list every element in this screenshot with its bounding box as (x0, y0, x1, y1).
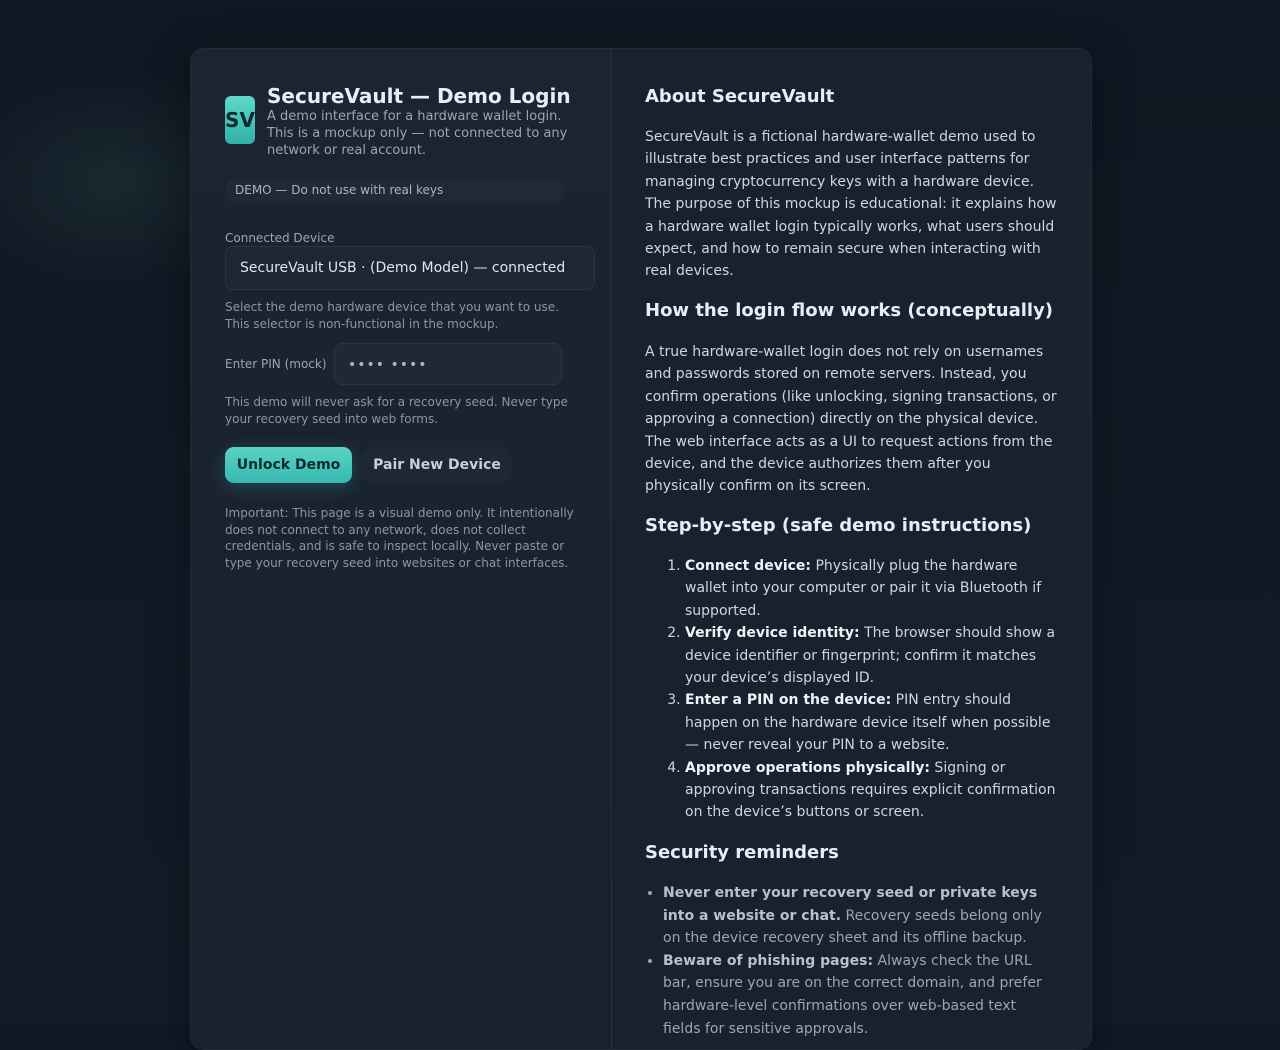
login-panel (191, 49, 612, 1049)
security-heading: Security reminders (645, 842, 839, 863)
info-panel (612, 49, 1091, 1049)
step-title: Enter a PIN on the device: (685, 692, 892, 709)
step-text: Signing or approving transactions requires explicit confirmation on the device’s buttons or screen. (685, 759, 1056, 821)
device-label: Connected Device (225, 231, 335, 245)
reminder-text: Always check the URL bar, ensure you are on the correct domain, and prefer hardware-level confirmations over web-based text fields for sensitive approvals. (663, 952, 1042, 1037)
demo-warning-badge: DEMO — Do not use with real keys (225, 177, 565, 203)
list-item (663, 882, 1057, 950)
about-text: SecureVault is a fictional hardware-wallet demo used to illustrate best practices and user interface patterns for managing cryptocurrency keys with a hardware device. The purpose of this mockup is educational: it explains how a hardware wallet login typically works, what users should expect, and how to remain secure when interacting with real devices. (645, 129, 1057, 280)
reminder-title: Beware of phishing pages: (663, 952, 874, 969)
important-notice: Important: This page is a visual demo only. It intentionally does not connect to any network, does not collect credentials, and is safe to inspect locally. Never paste or type your recovery seed into websites or chat interfaces. (225, 506, 574, 570)
list-item (685, 555, 1057, 622)
flow-text: A true hardware-wallet login does not rely on usernames and passwords stored on remote servers. Instead, you confirm operations (like unlocking, signing transactions, or approving a connection) directly on the physical device. The web interface acts as a UI to request actions from the device, and the device authorizes them after you physically confirm on its screen. (645, 344, 1057, 495)
reminder-title: Never enter your recovery seed or private keys into a website or chat. (663, 885, 1038, 924)
step-title: Verify device identity: (685, 625, 860, 642)
pair-new-device-button[interactable]: Pair New Device (363, 447, 511, 483)
device-help-text: Select the demo hardware device that you want to use. This selector is non-functional in the mockup. (225, 300, 560, 331)
device-select[interactable]: SecureVault USB · (Demo Model) — connected (225, 246, 595, 290)
list-item (685, 689, 1057, 756)
flow-heading: How the login flow works (conceptually) (645, 300, 1054, 321)
login-card (190, 48, 1092, 1050)
unlock-demo-button[interactable]: Unlock Demo (225, 447, 352, 483)
pin-input[interactable]: •••• •••• (334, 343, 562, 385)
step-title: Approve operations physically: (685, 759, 930, 776)
security-list (645, 882, 1057, 1040)
page-subtitle: A demo interface for a hardware wallet login. This is a mockup only — not connected to any network or real account. (267, 109, 568, 158)
step-text: PIN entry should happen on the hardware device itself when possible — never reveal your PIN to a website. (685, 692, 1051, 754)
list-item (685, 757, 1057, 824)
step-text: Physically plug the hardware wallet into your computer or pair it via Bluetooth if supported. (685, 558, 1042, 619)
pin-help-text: This demo will never ask for a recovery seed. Never type your recovery seed into web forms. (225, 395, 568, 426)
pin-label: Enter PIN (mock) (225, 357, 327, 371)
list-item (685, 622, 1057, 689)
securevault-logo: SV (225, 96, 255, 144)
page-title: SecureVault — Demo Login (267, 84, 571, 108)
reminder-text: Recovery seeds belong only on the device recovery sheet and its offline backup. (663, 907, 1042, 947)
step-title: Connect device: (685, 558, 812, 574)
steps-list (645, 555, 1057, 824)
about-heading: About SecureVault (645, 86, 835, 107)
list-item (663, 950, 1057, 1040)
step-text: The browser should show a device identifier or fingerprint; confirm it matches your device’s displayed ID. (685, 625, 1056, 687)
steps-heading: Step-by-step (safe demo instructions) (645, 515, 1032, 536)
